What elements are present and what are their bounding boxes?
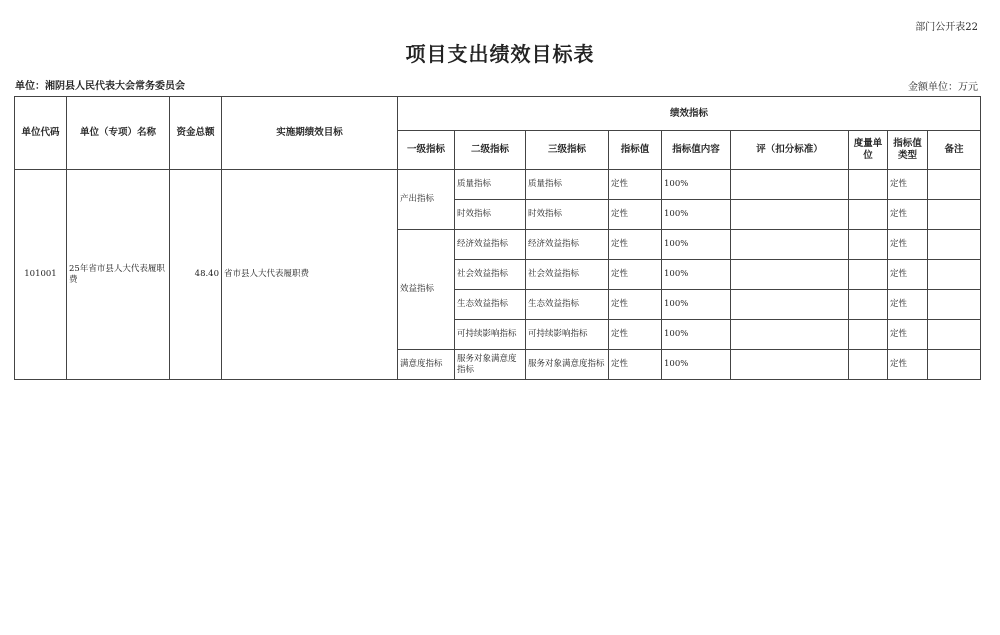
- level1-cell: 效益指标: [398, 230, 455, 350]
- table-number-label: 部门公开表22: [915, 22, 978, 33]
- remark-cell: [928, 290, 981, 320]
- table-row: [15, 170, 981, 200]
- value-content-cell: 100%: [662, 170, 731, 200]
- value-content-cell: 100%: [662, 350, 731, 380]
- evaluation-cell: [731, 350, 849, 380]
- value-type-cell: 定性: [888, 230, 928, 260]
- level2-cell: 质量指标: [455, 170, 526, 200]
- header-measure-unit: 度量单位: [849, 131, 888, 170]
- remark-cell: [928, 260, 981, 290]
- value-cell: 定性: [609, 260, 662, 290]
- header-level1: 一级指标: [398, 131, 455, 170]
- header-unit-code: 单位代码: [15, 97, 67, 170]
- evaluation-cell: [731, 260, 849, 290]
- measure-unit-cell: [849, 320, 888, 350]
- level3-cell: 服务对象满意度指标: [526, 350, 609, 380]
- value-content-cell: 100%: [662, 260, 731, 290]
- header-indicators: 绩效指标: [398, 97, 981, 131]
- level2-cell: 生态效益指标: [455, 290, 526, 320]
- level3-cell: 生态效益指标: [526, 290, 609, 320]
- header-goal: 实施期绩效目标: [222, 97, 398, 170]
- remark-cell: [928, 170, 981, 200]
- value-cell: 定性: [609, 290, 662, 320]
- value-type-cell: 定性: [888, 290, 928, 320]
- value-content-cell: 100%: [662, 320, 731, 350]
- level2-cell: 社会效益指标: [455, 260, 526, 290]
- header-level3: 三级指标: [526, 131, 609, 170]
- evaluation-cell: [731, 320, 849, 350]
- value-type-cell: 定性: [888, 170, 928, 200]
- value-content-cell: 100%: [662, 230, 731, 260]
- measure-unit-cell: [849, 170, 888, 200]
- level2-cell: 时效指标: [455, 200, 526, 230]
- header-evaluation: 评（扣分标准）: [731, 131, 849, 170]
- value-cell: 定性: [609, 320, 662, 350]
- remark-cell: [928, 350, 981, 380]
- remark-cell: [928, 200, 981, 230]
- performance-table: [14, 96, 981, 380]
- money-unit-label: 金额单位：万元: [908, 82, 978, 93]
- value-type-cell: 定性: [888, 320, 928, 350]
- value-cell: 定性: [609, 230, 662, 260]
- level3-cell: 经济效益指标: [526, 230, 609, 260]
- header-value-type: 指标值类型: [888, 131, 928, 170]
- remark-cell: [928, 230, 981, 260]
- header-value: 指标值: [609, 131, 662, 170]
- evaluation-cell: [731, 170, 849, 200]
- value-type-cell: 定性: [888, 350, 928, 380]
- header-unit-name: 单位（专项）名称: [67, 97, 170, 170]
- level1-cell: 满意度指标: [398, 350, 455, 380]
- level2-cell: 经济效益指标: [455, 230, 526, 260]
- evaluation-cell: [731, 290, 849, 320]
- level3-cell: 时效指标: [526, 200, 609, 230]
- level3-cell: 社会效益指标: [526, 260, 609, 290]
- measure-unit-cell: [849, 200, 888, 230]
- unit-name-cell: 25年省市县人大代表履职费: [67, 170, 170, 380]
- goal-cell: 省市县人大代表履职费: [222, 170, 398, 380]
- header-level2: 二级指标: [455, 131, 526, 170]
- remark-cell: [928, 320, 981, 350]
- value-type-cell: 定性: [888, 260, 928, 290]
- value-cell: 定性: [609, 170, 662, 200]
- value-cell: 定性: [609, 200, 662, 230]
- unit-label: 单位：湘阴县人民代表大会常务委员会: [15, 81, 185, 92]
- page-title: 项目支出绩效目标表: [405, 42, 595, 66]
- header-row-1: [15, 97, 981, 131]
- evaluation-cell: [731, 230, 849, 260]
- header-value-content: 指标值内容: [662, 131, 731, 170]
- level2-cell: 可持续影响指标: [455, 320, 526, 350]
- level3-cell: 质量指标: [526, 170, 609, 200]
- value-type-cell: 定性: [888, 200, 928, 230]
- total-funds-cell: 48.40: [170, 170, 222, 380]
- level3-cell: 可持续影响指标: [526, 320, 609, 350]
- measure-unit-cell: [849, 350, 888, 380]
- value-content-cell: 100%: [662, 290, 731, 320]
- level1-cell: 产出指标: [398, 170, 455, 230]
- measure-unit-cell: [849, 230, 888, 260]
- unit-code-cell: 101001: [15, 170, 67, 380]
- measure-unit-cell: [849, 290, 888, 320]
- evaluation-cell: [731, 200, 849, 230]
- level2-cell: 服务对象满意度指标: [455, 350, 526, 380]
- header-total-funds: 资金总额: [170, 97, 222, 170]
- value-content-cell: 100%: [662, 200, 731, 230]
- header-remark: 备注: [928, 131, 981, 170]
- value-cell: 定性: [609, 350, 662, 380]
- measure-unit-cell: [849, 260, 888, 290]
